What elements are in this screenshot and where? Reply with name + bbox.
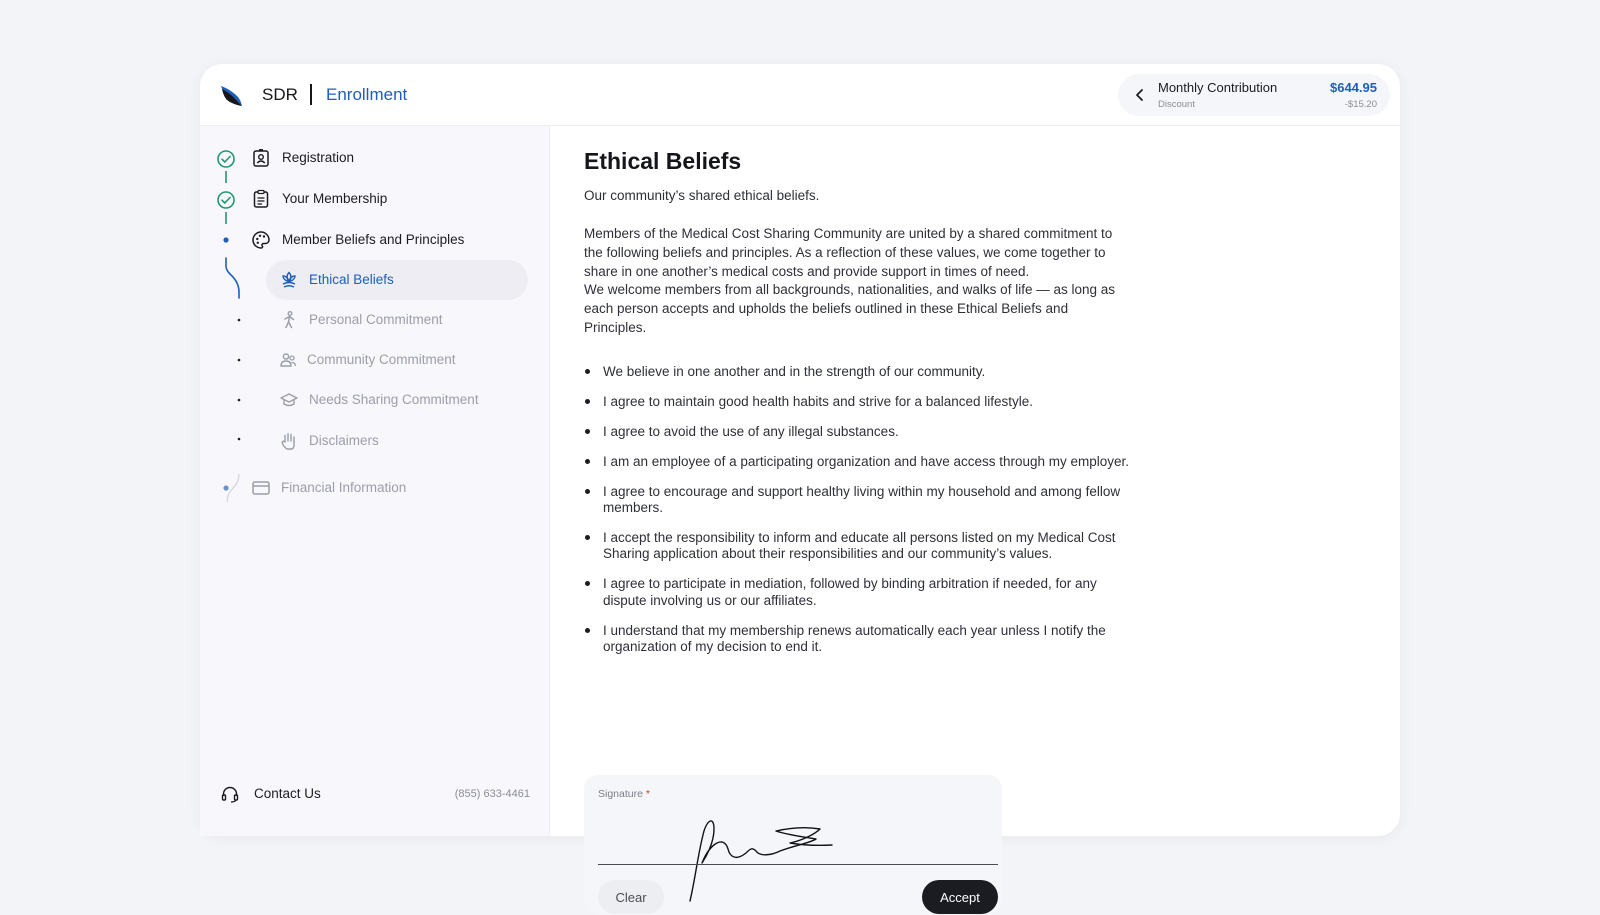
intro-paragraph: We welcome members from all backgrounds, nationalities, and walks of life — as long as each person accepts and upholds the beliefs outlined in these Ethical Beliefs and Principles.: [584, 282, 1115, 335]
signature-label: Signature *: [598, 788, 650, 800]
beliefs-list: [584, 364, 1134, 669]
walking-person-icon: [279, 310, 299, 330]
id-badge-icon: [251, 148, 271, 168]
signature-pad[interactable]: [584, 775, 1002, 915]
palette-icon: [251, 230, 271, 250]
step-label: Registration: [282, 150, 355, 165]
step-label: Your Membership: [282, 191, 388, 206]
enrollment-sidebar: [200, 126, 550, 836]
discount-value: -$15.20: [1344, 99, 1377, 110]
signature-baseline: [598, 864, 998, 865]
belief-item: We believe in one another and in the strength of our community.: [584, 364, 1134, 380]
brand-name: SDR: [262, 85, 298, 104]
substep-dot-icon: [229, 429, 249, 449]
belief-item: I agree to maintain good health habits and strive for a balanced lifestyle.: [584, 394, 1134, 410]
intro-paragraph: Members of the Medical Cost Sharing Community are united by a shared commitment to the following beliefs and principles. As a reflection of these values, we come together to share in one another’s medical costs and provide support in times of need.: [584, 226, 1113, 279]
substep-label: Disclaimers: [309, 433, 379, 448]
bird-logo-icon: [220, 82, 244, 108]
substep-label: Community Commitment: [307, 352, 456, 367]
section-title: Enrollment: [326, 85, 408, 104]
belief-item: I am an employee of a participating organization and have access through my employer.: [584, 454, 1134, 470]
headset-icon: [220, 784, 240, 804]
substep-label: Ethical Beliefs: [309, 272, 394, 287]
discount-label: Discount: [1158, 99, 1195, 110]
clipboard-icon: [251, 189, 271, 209]
lotus-icon: [279, 270, 299, 290]
main-content: [550, 126, 1400, 905]
belief-item: I accept the responsibility to inform and educate all persons listed on my Medical Cost Sharing application about their responsibilities and our community’s values.: [584, 530, 1134, 563]
substep-label: Personal Commitment: [309, 312, 443, 327]
signature-drawing: [684, 813, 854, 903]
belief-item: I agree to participate in mediation, followed by binding arbitration if needed, for any dispute involving us or our affiliates.: [584, 576, 1134, 609]
contact-phone: (855) 633-4461: [454, 788, 530, 800]
people-icon: [278, 350, 298, 370]
enrollment-card: [200, 64, 1400, 905]
required-mark: *: [645, 788, 650, 800]
intro-text: [584, 225, 1134, 338]
page-subtitle: Our community’s shared ethical beliefs.: [584, 188, 820, 203]
upcoming-step-dot-icon: [216, 478, 236, 498]
accept-signature-button[interactable]: Accept: [922, 880, 998, 914]
check-circle-icon: [216, 190, 236, 210]
app-header: [200, 64, 1400, 126]
current-step-dot-icon: [216, 230, 236, 250]
brand-divider: [310, 84, 312, 105]
contribution-title: Monthly Contribution: [1158, 80, 1278, 95]
page-title: Ethical Beliefs: [584, 148, 742, 174]
credit-card-icon: [251, 478, 271, 498]
belief-item: I agree to encourage and support healthy living within my household and among fellow members.: [584, 484, 1134, 517]
substep-dot-icon: [229, 350, 249, 370]
active-substep-highlight: [266, 260, 528, 300]
contribution-amount: $644.95: [1330, 80, 1377, 95]
hand-icon: [279, 431, 299, 451]
check-circle-icon: [216, 149, 236, 169]
chevron-left-icon[interactable]: [1132, 87, 1148, 103]
belief-item: I understand that my membership renews automatically each year unless I notify the organization of my decision to end it.: [584, 623, 1134, 656]
graduation-cap-icon: [279, 390, 299, 410]
contact-us-link[interactable]: Contact Us: [254, 786, 321, 801]
substep-dot-icon: [229, 390, 249, 410]
substep-label: Needs Sharing Commitment: [309, 392, 479, 407]
substep-dot-icon: [229, 310, 249, 330]
belief-item: I agree to avoid the use of any illegal substances.: [584, 424, 1134, 440]
clear-signature-button[interactable]: Clear: [598, 880, 664, 914]
monthly-contribution-summary[interactable]: [1118, 74, 1390, 116]
step-label: Financial Information: [281, 480, 407, 495]
step-label: Member Beliefs and Principles: [282, 232, 465, 247]
